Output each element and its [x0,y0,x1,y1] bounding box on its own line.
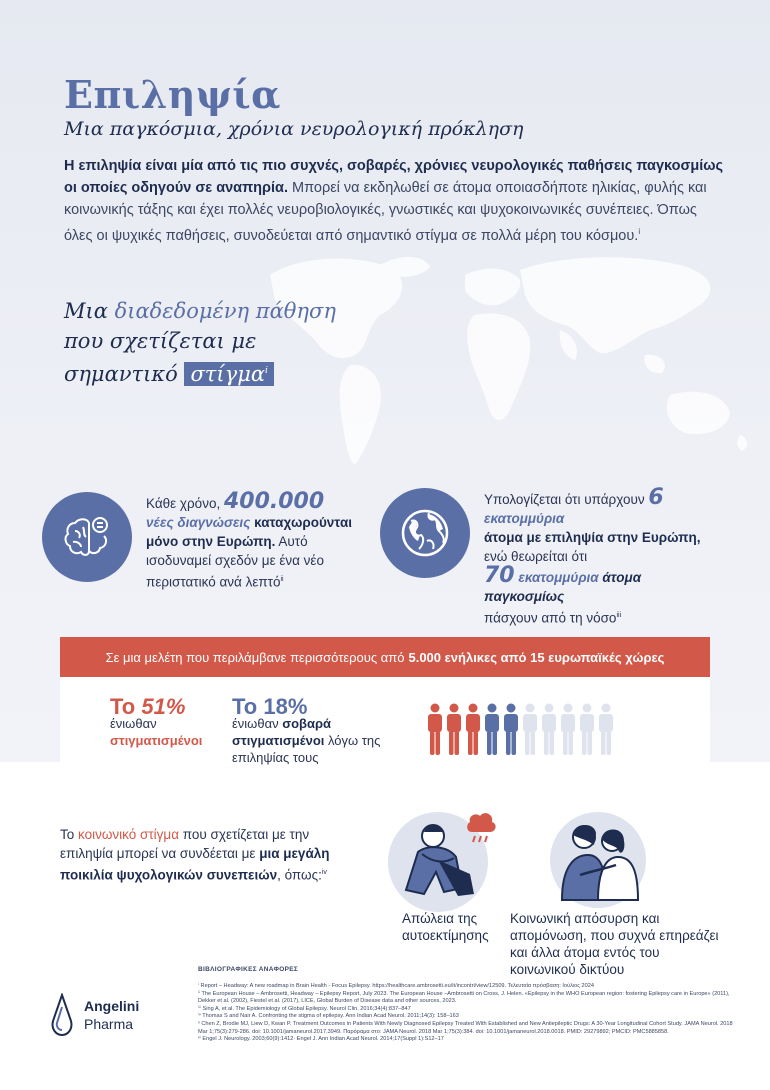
globe-icon [397,505,453,561]
person-icon [485,703,499,755]
intro-bold: Η επιληψία είναι μία από τις πιο συχνές, σοβαρές, χρόνιες νευρολογικές παθήσεις παγκοσμίως οι οποίες οδηγούν σε αναπηρία. [64,158,724,196]
social-text: που σχετίζεται με την επιληψία μπορεί να συνδέεται με [60,827,310,861]
person-icon [542,703,556,755]
stat-right-circle [380,488,470,578]
person-icon [466,703,480,755]
stat-right-number2: 70 [484,563,515,588]
social-stigma-text [60,825,360,885]
study-banner [60,637,710,677]
reference-item: ⁱⁱⁱ Sing A, et al. The Epidemiology of Global Epilepsy. Neurol Clin. 2016;34(4):837–847 [198,1005,411,1012]
stat-left-ref: ii [280,576,284,583]
stat-new-diagnoses [42,489,372,592]
stigma-heading-part1: Μια [64,299,115,323]
stat-51-percent [110,694,203,749]
stigma-heading-line3: σημαντικό [64,362,185,386]
stat-right-mid: ενώ θεωρείται ότι [484,549,588,564]
stigma-heading-accent: διαδεδομένη πάθηση [114,299,336,323]
stat-right-bold1: άτομα με επιληψία στην Ευρώπη, [484,530,701,545]
angelini-drop-icon [50,993,74,1037]
intro-paragraph [64,155,724,247]
study-banner-bold: 5.000 ενήλικες από 15 ευρωπαϊκές χώρες [408,649,665,665]
stat-right-ref: iii [616,612,622,619]
logo-line1: Angelini [84,998,140,1014]
references-title: ΒΙΒΛΙΟΓΡΑΦΙΚΕΣ ΑΝΑΦΟΡΕΣ [198,966,299,973]
page-title: Επιληψία [64,72,281,117]
pct2-rest: λόγω της [324,733,381,748]
stat-people-with-epilepsy [380,485,730,628]
person-icon [599,703,613,755]
references [198,966,738,1044]
stigma-highlight-text: στίγμα [190,362,266,386]
reference-item: ⁱⁱ The European House – Ambrosetti, Headway – Epilepsy Report, July 2023. The European House –Ambrosetti on Cross, J. Helen. «Epilepsy in the WHO European region: fostering Epilepsy care in Europe» (2011), Dekker et al. (2002), Fiestel et al. (2017), LICE, Global Burden of Disease data and other sources, 2023. [198,990,730,1005]
stat-left-number: 400.000 [223,489,325,514]
caption-social-withdrawal: Κοινωνική απόσυρση και απομόνωση, που συχνά επηρεάζει και άλλα άτομα εντός του κοινωνικού δικτύου [510,911,719,977]
pct2-bold1: σοβαρά [282,716,331,731]
pct2-bold2: στιγματισμένοι [232,733,325,748]
person-icon [580,703,594,755]
reference-item: ⁱ Report – Headway: A new roadmap in Brain Health - Focus Epilepsy. https://healthcare.ambrosetti.eu/it/incontri/view/12509. Τελευταία πρόσβαση: Ιούλιος 2024 [198,983,594,989]
person-icon [504,703,518,755]
reference-item: ᵛ Chen Z, Brodie MJ, Liew D, Kwan P. Treatment Outcomes in Patients With Newly Diagnosed Epilepsy Treated With Established and New Antiepileptic Drugs: A 30-Year Longitudinal Cohort Study. JAMA Neurol. 2018 Mar 1;75(3):279-286. doi: 10.1001/jamaneurol.2017.3949. Παρόραμα στο: JAMA Neurol. 2018 Mar 1;75(3):384. doi: 10.1001/jamaneurol.2018.0018. PMID: 29279892; PMCID: PMC5885858. [198,1020,733,1035]
stat-left-text: Αυτό ισοδυναμεί σχεδόν με ένα νέο περιστατικό ανά λεπτό [146,534,324,590]
intro-ref: i [638,227,641,236]
person-icon [561,703,575,755]
pct2-line1: ένιωθαν [232,716,283,731]
social-bold: μια μεγάλη ποικιλία ψυχολογικών συνεπειών [60,846,330,883]
study-banner-text: Σε μια μελέτη που περιλάμβανε περισσότερους από [105,649,405,665]
stat-right-bold2: άτομα παγκοσμίως [484,570,642,604]
pct1-line2: στιγματισμένοι [110,733,203,748]
social-suffix: , όπως: [277,867,322,883]
hugging-people-illustration [540,805,660,910]
pct1-prefix: Το [110,694,142,719]
stat-right-accent1: εκατομμύρια [484,511,565,526]
stat-right-accent2: εκατομμύρια [514,570,599,585]
social-prefix: Το [60,827,79,842]
pct1-line1: ένιωθαν [110,716,157,731]
brain-icon [59,509,115,565]
caption-self-esteem: Απώλεια της αυτοεκτίμησης [402,911,489,943]
page-subtitle: Μια παγκόσμια, χρόνια νευρολογική πρόκληση [64,118,524,140]
social-ref: iv [321,869,327,876]
stat-right-suffix: πάσχουν από τη νόσο [484,610,617,626]
reference-item: ᵛⁱ Engel J. Neurology. 2003;60(9):1412· Engel J. Ann Indian Acad Neurol. 2014;17(Suppl 1):S12–17 [198,1036,444,1043]
stigma-ref: i [265,366,268,376]
stigma-heading-line2: που σχετίζεται με [64,329,257,353]
sad-person-illustration [378,802,506,912]
angelini-logo [50,993,139,1037]
intro-text: Μπορεί να εκδηλωθεί σε άτομα οποιασδήποτε ηλικίας, φυλής και κοινωνικής τάξης και έχει πολλές νευροβιολογικές, γνωστικές και ψυχοκοινωνικές συνέπειες. Όπως όλες οι ψυχικές παθήσεις, συνοδεύεται από σημαντικό στίγμα σε πολλά μέρη του κόσμου. [64,180,707,244]
pct1-value: 51% [141,694,186,719]
stigma-highlight [184,362,273,386]
stigma-heading [64,296,336,389]
reference-item: ⁱᵛ Thomas S and Nair A. Confronting the stigma of epilepsy. Ann Indian Acad Neurol. 2011;14(3): 158–163 [198,1013,459,1020]
stat-right-number1: 6 [648,485,664,510]
person-icon [523,703,537,755]
person-icon [447,703,461,755]
social-accent: κοινωνικό στίγμα [78,827,180,842]
person-icon [428,703,442,755]
pct2-line3: επιληψίας τους [232,750,319,765]
pct2-value: Το 18% [232,694,308,719]
stat-right-prefix: Υπολογίζεται ότι υπάρχουν [484,492,649,507]
stat-left-accent: νέες διαγνώσεις [146,515,251,530]
stat-left-circle [42,492,132,582]
stat-left-prefix: Κάθε χρόνο, [146,496,224,511]
stat-left-bold: καταχωρούνται μόνο στην Ευρώπη. [146,515,353,549]
people-pictogram [428,703,618,755]
stat-18-percent [232,694,381,766]
logo-line2: Pharma [84,1016,134,1032]
